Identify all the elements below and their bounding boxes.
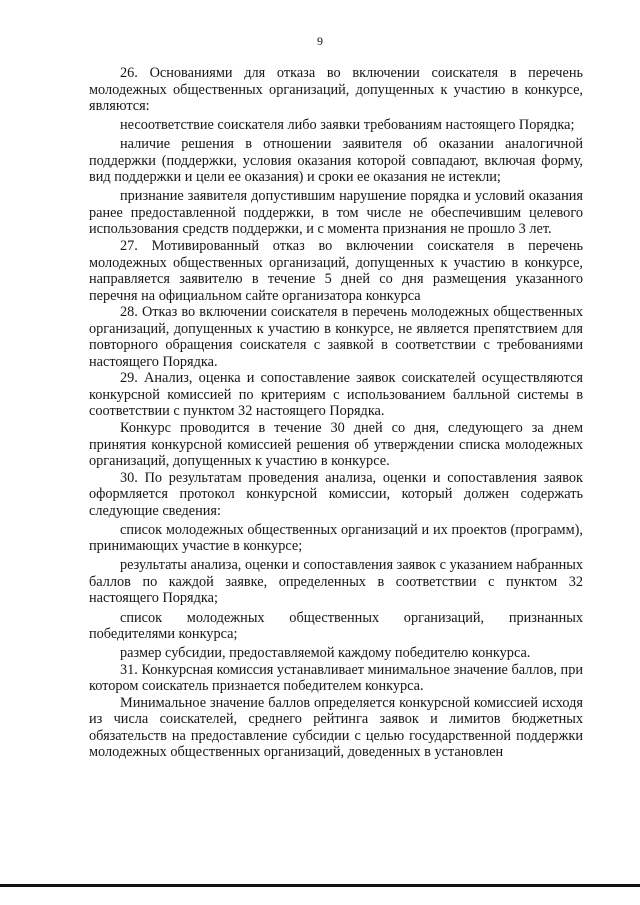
- list-item-prior-support: наличие решения в отношении заявителя об оказании аналогичной поддержки (поддержки, условия оказания которой совпадают, включая форму, вид поддержки и цели ее оказания) и сроки ее оказания не истекли;: [89, 136, 583, 186]
- list-item-nonconformity: несоответствие соискателя либо заявки требованиям настоящего Порядка;: [120, 117, 575, 134]
- paragraph-28: 28. Отказ во включении соискателя в перечень молодежных общественных организаций, допущенных к участию в конкурсе, не является препятствием для повторного обращения соискателя с заявкой в соответствии с требованиями настоящего Порядка.: [89, 304, 583, 370]
- document-body: [89, 65, 583, 761]
- paragraph-minimum-score: Минимальное значение баллов определяется конкурсной комиссией исходя из числа соискателей, среднего рейтинга заявок и лимитов бюджетных обязательств на предоставление субсидии с целью государственной поддержки молодежных общественных организаций, доведенных в установлен: [89, 694, 583, 761]
- paragraph-29: 29. Анализ, оценка и сопоставление заявок соискателей осуществляются конкурсной комиссией по критериям с использованием балльной системы в соответствии с пунктом 32 настоящего Порядка.: [89, 370, 583, 420]
- list-item-subsidy-amount: размер субсидии, предоставляемой каждому победителю конкурса.: [120, 645, 531, 662]
- page-number: 9: [317, 34, 323, 48]
- list-item-violation: признание заявителя допустившим нарушение порядка и условий оказания ранее предоставленной поддержки, в том числе не обеспечившим целевого использования средств поддержки, и с момента признания не прошло 3 лет.: [89, 188, 583, 238]
- paragraph-26-intro: 26. Основаниями для отказа во включении соискателя в перечень молодежных общественных организаций, допущенных к участию в конкурсе, являются:: [89, 65, 583, 115]
- paragraph-contest-duration: Конкурс проводится в течение 30 дней со дня, следующего за днем принятия конкурсной комиссией решения об утверждении списка молодежных организаций, допущенных к участию в конкурсе.: [89, 419, 583, 470]
- bottom-border-line: [0, 884, 640, 887]
- paragraph-30-intro: 30. По результатам проведения анализа, оценки и сопоставления заявок оформляется протокол конкурсной комиссии, который должен содержать следующие сведения:: [89, 469, 583, 519]
- list-item-results: результаты анализа, оценки и сопоставления заявок с указанием набранных баллов по каждой заявке, определенных в соответствии с пунктом 32 настоящего Порядка;: [89, 557, 583, 607]
- list-item-participants: список молодежных общественных организаций и их проектов (программ), принимающих участие в конкурсе;: [89, 521, 583, 555]
- paragraph-31: 31. Конкурсная комиссия устанавливает минимальное значение баллов, при котором соискатель признается победителем конкурса.: [89, 661, 583, 695]
- paragraph-27: 27. Мотивированный отказ во включении соискателя в перечень молодежных общественных организаций, допущенных к участию в конкурсе, направляется заявителю в течение 5 дней со дня размещения указанного перечня на официальном сайте организатора конкурса: [89, 237, 583, 304]
- list-item-winners: список молодежных общественных организаций, признанных победителями конкурса;: [89, 609, 583, 643]
